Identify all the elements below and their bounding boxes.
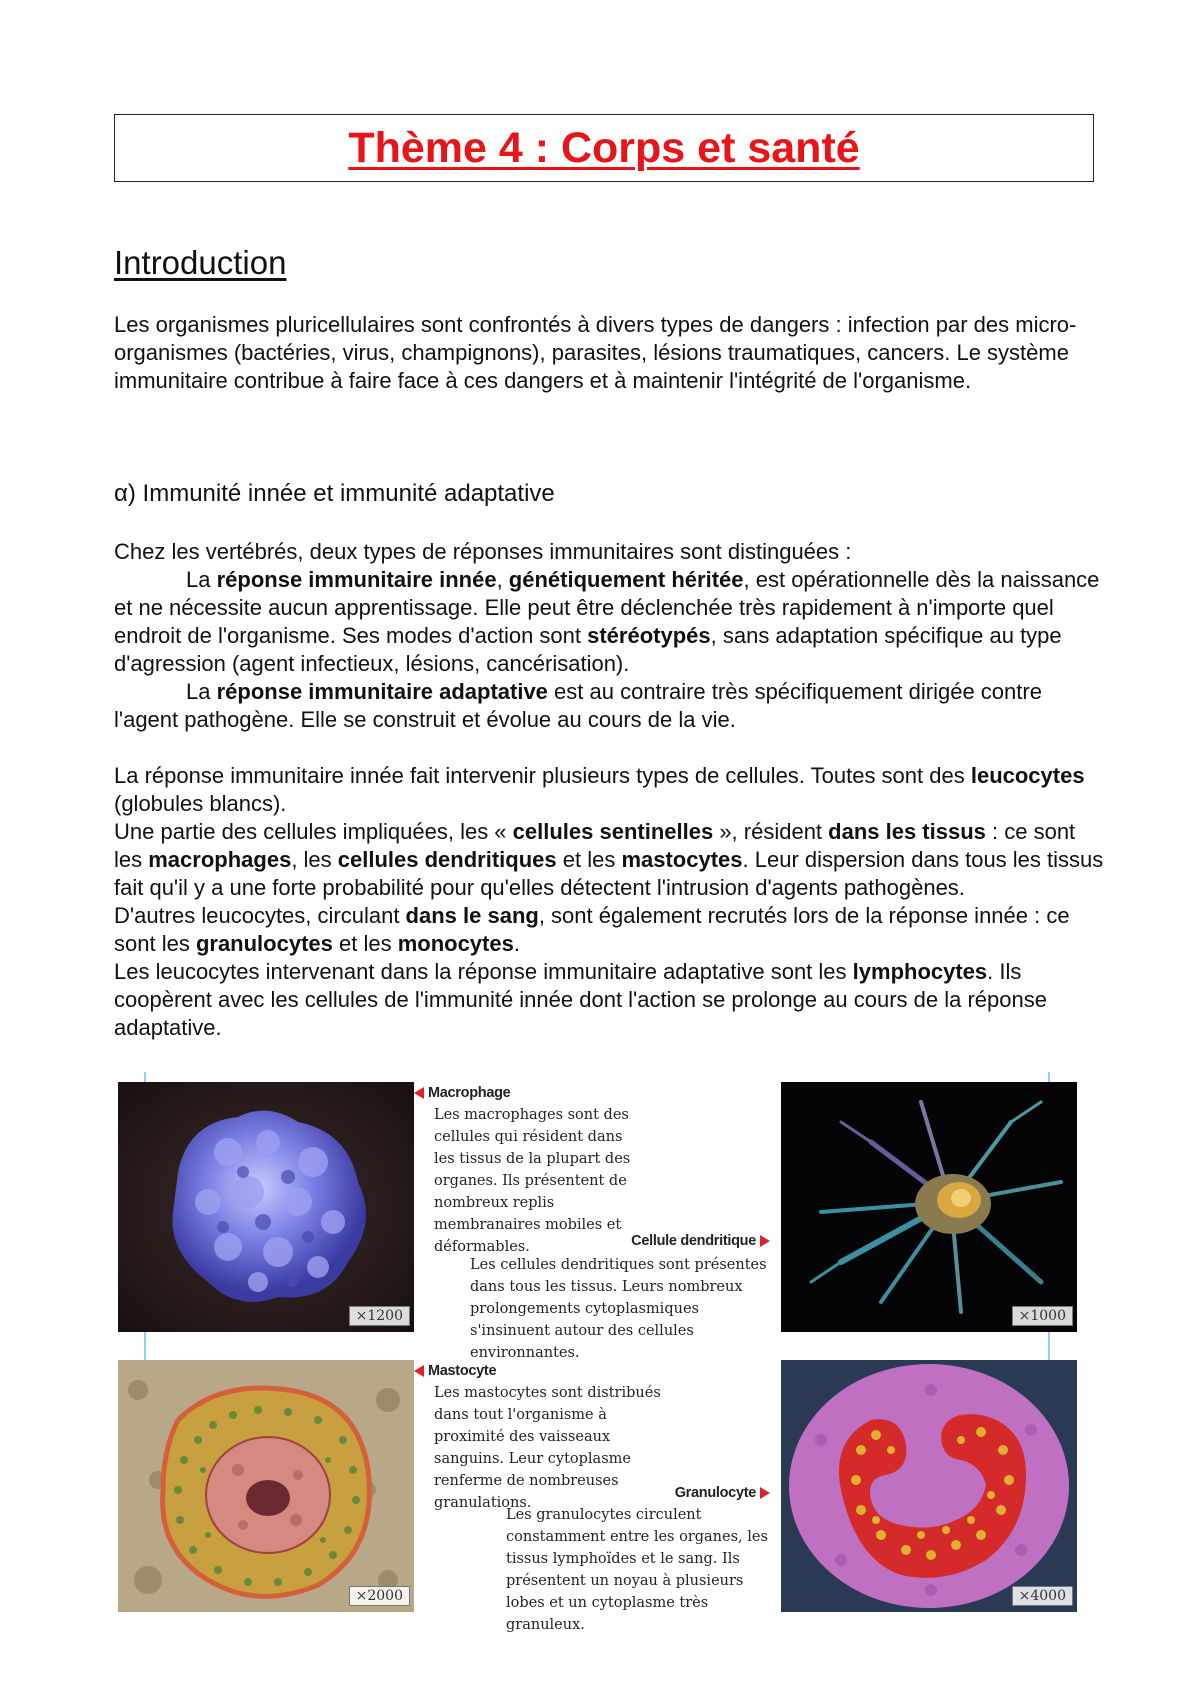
macrophage-text: Les macrophages sont des cellules qui résident dans les tissus de la plupart des organes. Ils présentent de nombreux replis membranaires mobiles et déformables.	[434, 1107, 631, 1255]
paragraph-sentinels: Une partie des cellules impliquées, les « cellules sentinelles », résident dans les tissus : ce sont les macrophages, les cellules dendritiques et les mastocytes. Leur dispersion dans tous les tissus fait qu'il y a une forte probabilité pour qu'elles détectent l'intrusion d'agents pathogènes.	[114, 819, 1104, 900]
magnification-label: ×4000	[1012, 1586, 1073, 1606]
arrow-left-icon	[414, 1087, 424, 1099]
granulocyte-title: Granulocyte	[674, 1485, 756, 1501]
paragraph: Chez les vertébrés, deux types de réponses immunitaires sont distinguées :	[114, 539, 852, 564]
cells-figure	[114, 1072, 1074, 1633]
macrophage-image	[118, 1082, 414, 1332]
magnification-label: ×1200	[349, 1306, 410, 1326]
intro-paragraph: Les organismes pluricellulaires sont confrontés à divers types de dangers : infection par des micro-organismes (bactéries, virus, champignons), parasites, lésions traumatiques, cancers. Le système immunitaire contribue à faire face à ces dangers et à maintenir l'intégrité de l'organisme.	[114, 312, 1077, 393]
granulocyte-caption	[502, 1482, 770, 1636]
mastocyte-title: Mastocyte	[428, 1363, 497, 1379]
magnification-label: ×2000	[349, 1586, 410, 1606]
paragraph-blood: D'autres leucocytes, circulant dans le sang, sont également recrutés lors de la réponse innée : ce sont les granulocytes et les monocytes.	[114, 903, 1070, 956]
paragraph-leucocytes: La réponse immunitaire innée fait intervenir plusieurs types de cellules. Toutes sont des leucocytes (globules blancs).	[114, 763, 1085, 816]
section-alpha-heading: α) Immunité innée et immunité adaptative	[114, 480, 555, 507]
paragraph-adaptive: La réponse immunitaire adaptative est au contraire très spécifiquement dirigée contre l'agent pathogène. Elle se construit et évolue au cours de la vie.	[114, 679, 1042, 732]
title-box	[114, 114, 1094, 182]
dendritic-title: Cellule dendritique	[631, 1233, 756, 1249]
section-alpha-body	[114, 538, 1104, 1042]
arrow-left-icon	[414, 1365, 424, 1377]
dendritic-text: Les cellules dendritiques sont présentes dans tous les tissus. Leurs nombreux prolongements cytoplasmiques s'insinuent autour des cellules environnantes.	[470, 1257, 767, 1361]
intro-heading: Introduction	[114, 244, 287, 281]
dendritic-caption	[470, 1230, 770, 1364]
mastocyte-text: Les mastocytes sont distribués dans tout l'organisme à proximité des vaisseaux sanguins. Leur cytoplasme renferme de nombreuses granulations.	[434, 1385, 661, 1511]
dendritic-cell-image	[781, 1082, 1077, 1332]
paragraph-lymphocytes: Les leucocytes intervenant dans la réponse immunitaire adaptative sont les lymphocytes. Ils coopèrent avec les cellules de l'immunité innée dont l'action se prolonge au cours de la réponse adaptative.	[114, 959, 1047, 1040]
arrow-right-icon	[760, 1235, 770, 1247]
granulocyte-image	[781, 1360, 1077, 1612]
magnification-label: ×1000	[1012, 1306, 1073, 1326]
macrophage-title: Macrophage	[428, 1085, 511, 1101]
arrow-right-icon	[760, 1487, 770, 1499]
mastocyte-image	[118, 1360, 414, 1612]
granulocyte-text: Les granulocytes circulent constamment entre les organes, les tissus lymphoïdes et le sang. Ils présentent un noyau à plusieurs lobes et un cytoplasme très granuleux.	[506, 1507, 768, 1633]
page-title: Thème 4 : Corps et santé	[348, 123, 860, 172]
paragraph-innate: La réponse immunitaire innée, génétiquement héritée, est opérationnelle dès la naissance et ne nécessite aucun apprentissage. Elle peut être déclenchée très rapidement à n'importe quel endroit de l'organisme. Ses modes d'action sont stéréotypés, sans adaptation spécifique au type d'agression (agent infectieux, lésions, cancérisation).	[114, 567, 1100, 676]
